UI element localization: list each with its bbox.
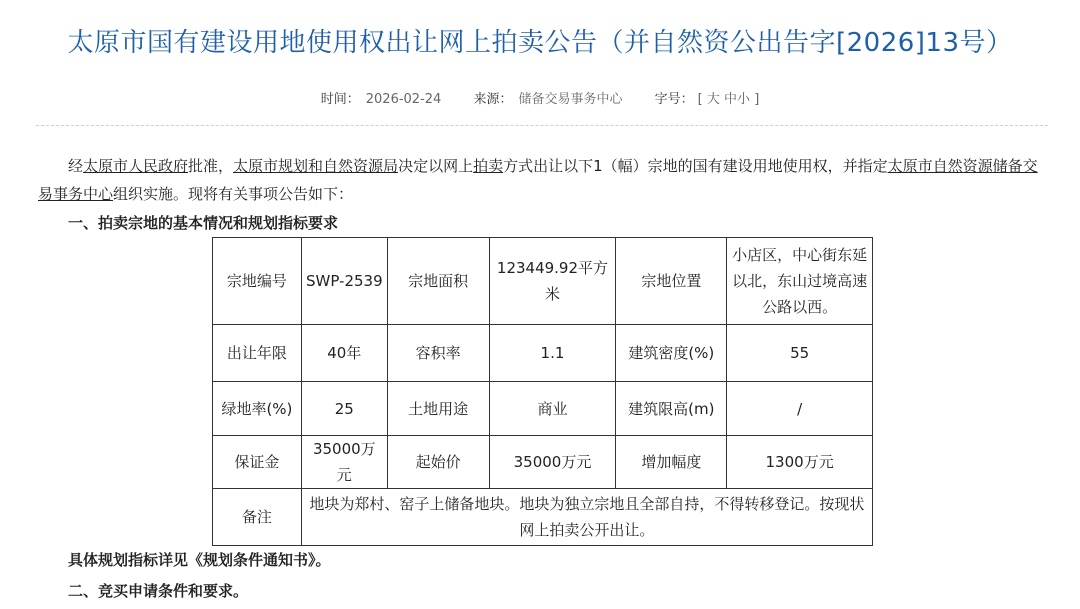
publish-time [321, 88, 442, 107]
remark-value: 地块为郑村、窑子上储备地块。地块为独立宗地且全部自持，不得转移登记。按现状网上拍卖公开出让。 [301, 489, 872, 546]
link-auction[interactable]: 拍卖 [473, 157, 504, 175]
remark-label: 备注 [213, 489, 302, 546]
intro-text-5: 组织实施。现将有关事项公告如下： [113, 185, 354, 203]
table-row [213, 325, 873, 382]
article-meta [0, 88, 1080, 107]
table-cell: 35000万元 [301, 436, 387, 489]
source [473, 88, 622, 107]
table-cell: 土地用途 [387, 382, 489, 436]
parcel-info-table [212, 237, 873, 546]
time-label: 时间： [320, 92, 360, 107]
table-cell: 增加幅度 [616, 436, 727, 489]
font-size-small-button[interactable]: 小 [737, 92, 751, 107]
table-row [213, 238, 873, 325]
section-heading-2: 二、竞买申请条件和要求。 [68, 582, 249, 600]
font-size-open-bracket: [ [697, 92, 703, 107]
table-cell: 建筑限高(m) [616, 382, 727, 436]
font-size-large-button[interactable]: 大 [706, 92, 720, 107]
source-label: 来源： [473, 92, 513, 107]
table-cell: / [727, 382, 873, 436]
intro-paragraph [38, 152, 1046, 208]
table-cell: 绿地率(%) [213, 382, 302, 436]
table-row [213, 489, 873, 546]
intro-text-1: 经 [68, 157, 84, 175]
table-cell: 55 [727, 325, 873, 382]
font-size-label: 字号： [654, 92, 694, 107]
source-value: 储备交易事务中心 [518, 92, 623, 107]
intro-text-3: 决定以网上 [398, 157, 474, 175]
time-value: 2026-02-24 [365, 92, 442, 107]
section-heading-1: 一、拍卖宗地的基本情况和规划指标要求 [68, 214, 339, 232]
font-size-medium-button[interactable]: 中 [724, 92, 738, 107]
table-cell: 宗地编号 [213, 238, 302, 325]
intro-text-2: 批准， [188, 157, 234, 175]
page-title: 太原市国有建设用地使用权出让网上拍卖公告（并自然资公出告字[2026]13号） [67, 28, 1013, 58]
font-size-close-bracket: ] [754, 92, 760, 107]
table-cell: 40年 [301, 325, 387, 382]
table-cell: 25 [301, 382, 387, 436]
divider [36, 125, 1048, 126]
table-cell: 容积率 [387, 325, 489, 382]
table-cell: 小店区，中心街东延以北，东山过境高速公路以西。 [727, 238, 873, 325]
table-cell: 起始价 [387, 436, 489, 489]
table-cell: 35000万元 [489, 436, 616, 489]
table-cell: 商业 [489, 382, 616, 436]
table-cell: 保证金 [213, 436, 302, 489]
table-row [213, 382, 873, 436]
table-cell: 建筑密度(%) [616, 325, 727, 382]
planning-note: 具体规划指标详见《规划条件通知书》。 [68, 551, 331, 569]
link-bureau[interactable]: 太原市规划和自然资源局 [233, 157, 399, 175]
link-gov[interactable]: 太原市人民政府 [83, 157, 189, 175]
table-cell: 1300万元 [727, 436, 873, 489]
table-cell: SWP-2539 [301, 238, 387, 325]
table-cell: 出让年限 [213, 325, 302, 382]
table-cell: 宗地位置 [616, 238, 727, 325]
table-cell: 123449.92平方米 [489, 238, 616, 325]
table-cell: 1.1 [489, 325, 616, 382]
intro-text-4: 方式出让以下1（幅）宗地的国有建设用地使用权，并指定 [503, 157, 888, 175]
link-center[interactable]: 太原市自然资源储备交易事务中心 [38, 157, 1038, 203]
table-row [213, 436, 873, 489]
table-cell: 宗地面积 [387, 238, 489, 325]
font-size-control [655, 88, 760, 107]
